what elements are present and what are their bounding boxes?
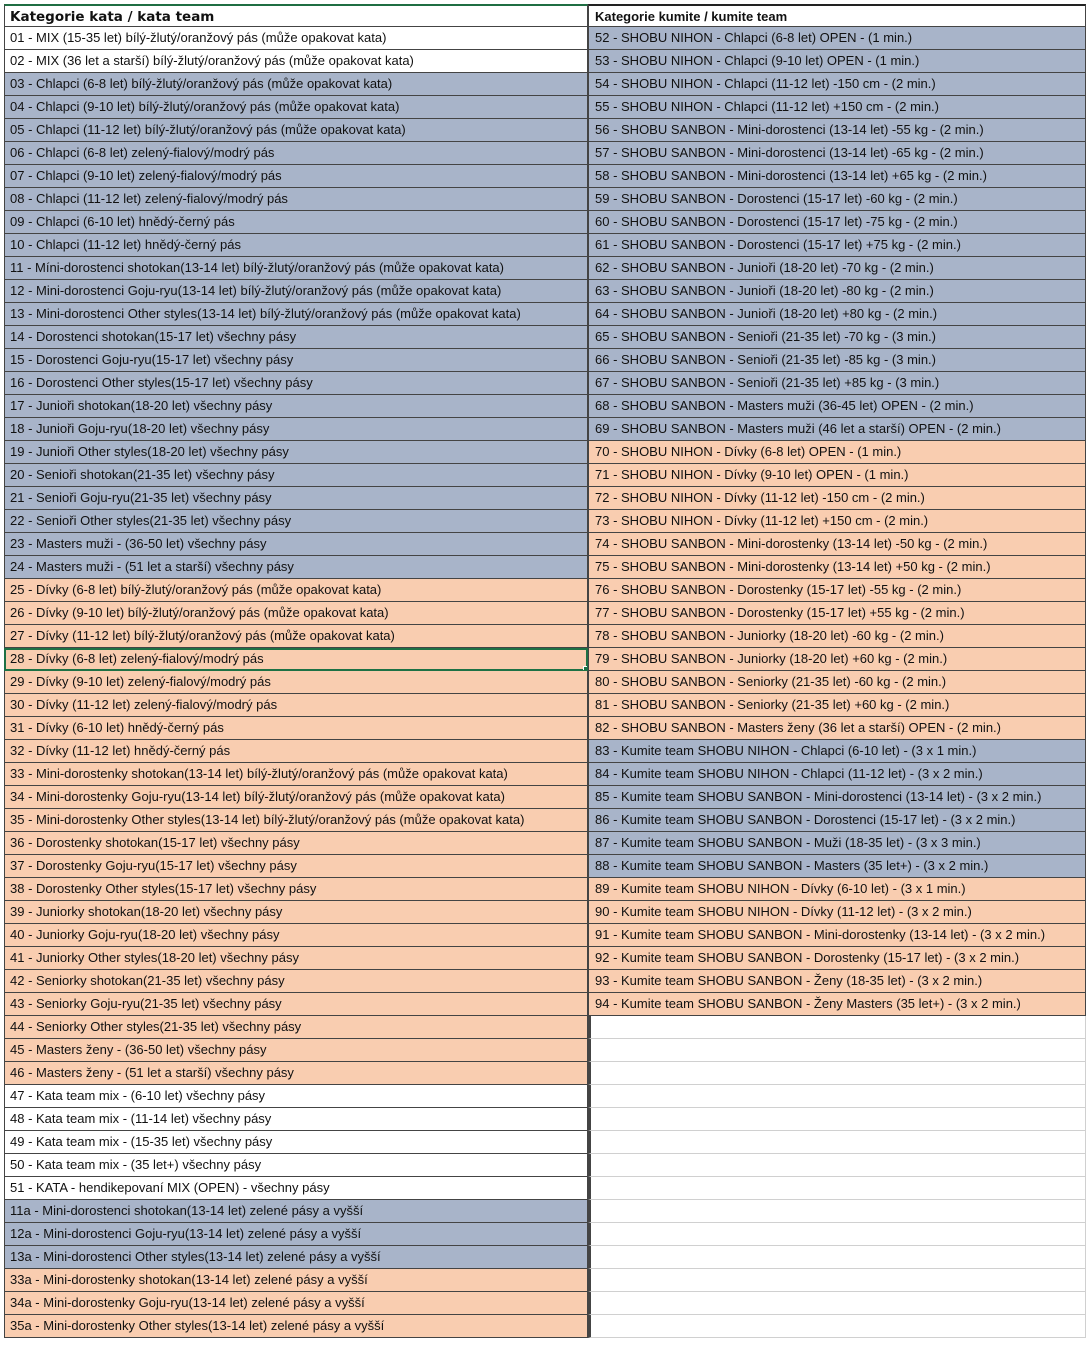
- kumite-category-cell[interactable]: 85 - Kumite team SHOBU SANBON - Mini-dorostenci (13-14 let) - (3 x 2 min.): [588, 786, 1086, 809]
- kata-category-cell[interactable]: 14 - Dorostenci shotokan(15-17 let) všechny pásy: [4, 326, 588, 349]
- empty-cell[interactable]: [588, 1177, 1086, 1200]
- kata-category-cell[interactable]: 34a - Mini-dorostenky Goju-ryu(13-14 let) zelené pásy a vyšší: [4, 1292, 588, 1315]
- kumite-category-cell[interactable]: 72 - SHOBU NIHON - Dívky (11-12 let) -150 cm - (2 min.): [588, 487, 1086, 510]
- kata-category-cell[interactable]: 43 - Seniorky Goju-ryu(21-35 let) všechny pásy: [4, 993, 588, 1016]
- kumite-category-cell[interactable]: 60 - SHOBU SANBON - Dorostenci (15-17 let) -75 kg - (2 min.): [588, 211, 1086, 234]
- kata-category-cell[interactable]: 07 - Chlapci (9-10 let) zelený-fialový/modrý pás: [4, 165, 588, 188]
- kumite-category-cell[interactable]: 92 - Kumite team SHOBU SANBON - Dorostenky (15-17 let) - (3 x 2 min.): [588, 947, 1086, 970]
- kata-category-cell[interactable]: 46 - Masters ženy - (51 let a starší) všechny pásy: [4, 1062, 588, 1085]
- kata-category-cell[interactable]: 49 - Kata team mix - (15-35 let) všechny pásy: [4, 1131, 588, 1154]
- empty-cell[interactable]: [588, 1154, 1086, 1177]
- kata-category-cell[interactable]: 10 - Chlapci (11-12 let) hnědý-černý pás: [4, 234, 588, 257]
- kumite-category-cell[interactable]: 59 - SHOBU SANBON - Dorostenci (15-17 let) -60 kg - (2 min.): [588, 188, 1086, 211]
- kumite-category-cell[interactable]: 53 - SHOBU NIHON - Chlapci (9-10 let) OPEN - (1 min.): [588, 50, 1086, 73]
- kata-category-cell[interactable]: 47 - Kata team mix - (6-10 let) všechny pásy: [4, 1085, 588, 1108]
- kata-category-cell[interactable]: 08 - Chlapci (11-12 let) zelený-fialový/modrý pás: [4, 188, 588, 211]
- kumite-category-cell[interactable]: 65 - SHOBU SANBON - Senioři (21-35 let) -70 kg - (3 min.): [588, 326, 1086, 349]
- kumite-category-cell[interactable]: 90 - Kumite team SHOBU NIHON - Dívky (11-12 let) - (3 x 2 min.): [588, 901, 1086, 924]
- kata-category-cell[interactable]: 44 - Seniorky Other styles(21-35 let) všechny pásy: [4, 1016, 588, 1039]
- empty-cell[interactable]: [588, 1200, 1086, 1223]
- kata-category-cell[interactable]: 41 - Juniorky Other styles(18-20 let) všechny pásy: [4, 947, 588, 970]
- kata-category-cell[interactable]: 27 - Dívky (11-12 let) bílý-žlutý/oranžový pás (může opakovat kata): [4, 625, 588, 648]
- empty-cell[interactable]: [588, 1269, 1086, 1292]
- kata-category-cell[interactable]: 35 - Mini-dorostenky Other styles(13-14 let) bílý-žlutý/oranžový pás (může opakovat kata): [4, 809, 588, 832]
- kumite-category-cell[interactable]: 54 - SHOBU NIHON - Chlapci (11-12 let) -150 cm - (2 min.): [588, 73, 1086, 96]
- kata-category-cell[interactable]: 01 - MIX (15-35 let) bílý-žlutý/oranžový pás (může opakovat kata): [4, 27, 588, 50]
- kumite-category-cell[interactable]: 87 - Kumite team SHOBU SANBON - Muži (18-35 let) - (3 x 3 min.): [588, 832, 1086, 855]
- kata-category-cell[interactable]: 19 - Junioři Other styles(18-20 let) všechny pásy: [4, 441, 588, 464]
- kumite-category-cell[interactable]: 81 - SHOBU SANBON - Seniorky (21-35 let) +60 kg - (2 min.): [588, 694, 1086, 717]
- kumite-category-cell[interactable]: 71 - SHOBU NIHON - Dívky (9-10 let) OPEN - (1 min.): [588, 464, 1086, 487]
- kata-category-cell[interactable]: 21 - Senioři Goju-ryu(21-35 let) všechny pásy: [4, 487, 588, 510]
- empty-cell[interactable]: [588, 1292, 1086, 1315]
- kumite-category-cell[interactable]: 66 - SHOBU SANBON - Senioři (21-35 let) -85 kg - (3 min.): [588, 349, 1086, 372]
- kata-category-cell[interactable]: 26 - Dívky (9-10 let) bílý-žlutý/oranžový pás (může opakovat kata): [4, 602, 588, 625]
- kumite-category-cell[interactable]: 75 - SHOBU SANBON - Mini-dorostenky (13-14 let) +50 kg - (2 min.): [588, 556, 1086, 579]
- kumite-category-cell[interactable]: 70 - SHOBU NIHON - Dívky (6-8 let) OPEN - (1 min.): [588, 441, 1086, 464]
- kumite-category-cell[interactable]: 91 - Kumite team SHOBU SANBON - Mini-dorostenky (13-14 let) - (3 x 2 min.): [588, 924, 1086, 947]
- kumite-category-cell[interactable]: 61 - SHOBU SANBON - Dorostenci (15-17 let) +75 kg - (2 min.): [588, 234, 1086, 257]
- kumite-category-cell[interactable]: 68 - SHOBU SANBON - Masters muži (36-45 let) OPEN - (2 min.): [588, 395, 1086, 418]
- kata-category-cell[interactable]: 35a - Mini-dorostenky Other styles(13-14 let) zelené pásy a vyšší: [4, 1315, 588, 1338]
- empty-cell[interactable]: [588, 1085, 1086, 1108]
- kata-column-header[interactable]: Kategorie kata / kata team: [4, 4, 588, 27]
- kata-category-cell[interactable]: 45 - Masters ženy - (36-50 let) všechny pásy: [4, 1039, 588, 1062]
- empty-cell[interactable]: [588, 1039, 1086, 1062]
- kumite-category-cell[interactable]: 77 - SHOBU SANBON - Dorostenky (15-17 let) +55 kg - (2 min.): [588, 602, 1086, 625]
- kumite-category-list: [588, 27, 1086, 1338]
- kumite-category-cell[interactable]: 82 - SHOBU SANBON - Masters ženy (36 let a starší) OPEN - (2 min.): [588, 717, 1086, 740]
- kata-category-cell[interactable]: 13a - Mini-dorostenci Other styles(13-14 let) zelené pásy a vyšší: [4, 1246, 588, 1269]
- kumite-category-cell[interactable]: 56 - SHOBU SANBON - Mini-dorostenci (13-14 let) -55 kg - (2 min.): [588, 119, 1086, 142]
- kumite-category-cell[interactable]: 93 - Kumite team SHOBU SANBON - Ženy (18-35 let) - (3 x 2 min.): [588, 970, 1086, 993]
- kumite-category-cell[interactable]: 67 - SHOBU SANBON - Senioři (21-35 let) +85 kg - (3 min.): [588, 372, 1086, 395]
- kumite-category-cell[interactable]: 69 - SHOBU SANBON - Masters muži (46 let a starší) OPEN - (2 min.): [588, 418, 1086, 441]
- empty-cell[interactable]: [588, 1016, 1086, 1039]
- empty-cell[interactable]: [588, 1315, 1086, 1338]
- kumite-category-cell[interactable]: 88 - Kumite team SHOBU SANBON - Masters (35 let+) - (3 x 2 min.): [588, 855, 1086, 878]
- kata-category-cell[interactable]: 02 - MIX (36 let a starší) bílý-žlutý/oranžový pás (může opakovat kata): [4, 50, 588, 73]
- kata-category-cell[interactable]: 03 - Chlapci (6-8 let) bílý-žlutý/oranžový pás (může opakovat kata): [4, 73, 588, 96]
- kumite-category-cell[interactable]: 84 - Kumite team SHOBU NIHON - Chlapci (11-12 let) - (3 x 2 min.): [588, 763, 1086, 786]
- empty-cell[interactable]: [588, 1108, 1086, 1131]
- kata-category-cell[interactable]: 09 - Chlapci (6-10 let) hnědý-černý pás: [4, 211, 588, 234]
- kumite-category-cell[interactable]: 79 - SHOBU SANBON - Juniorky (18-20 let) +60 kg - (2 min.): [588, 648, 1086, 671]
- kumite-category-column: [588, 4, 1086, 1338]
- kata-category-cell[interactable]: 17 - Junioři shotokan(18-20 let) všechny pásy: [4, 395, 588, 418]
- kata-category-cell[interactable]: 32 - Dívky (11-12 let) hnědý-černý pás: [4, 740, 588, 763]
- kata-category-cell[interactable]: 24 - Masters muži - (51 let a starší) všechny pásy: [4, 556, 588, 579]
- kumite-category-cell[interactable]: 63 - SHOBU SANBON - Junioři (18-20 let) -80 kg - (2 min.): [588, 280, 1086, 303]
- kata-category-cell[interactable]: 37 - Dorostenky Goju-ryu(15-17 let) všechny pásy: [4, 855, 588, 878]
- kata-category-cell[interactable]: 18 - Junioři Goju-ryu(18-20 let) všechny pásy: [4, 418, 588, 441]
- kata-category-cell[interactable]: 36 - Dorostenky shotokan(15-17 let) všechny pásy: [4, 832, 588, 855]
- kata-category-cell[interactable]: 11a - Mini-dorostenci shotokan(13-14 let) zelené pásy a vyšší: [4, 1200, 588, 1223]
- kata-category-cell[interactable]: 22 - Senioři Other styles(21-35 let) všechny pásy: [4, 510, 588, 533]
- kata-category-cell[interactable]: 38 - Dorostenky Other styles(15-17 let) všechny pásy: [4, 878, 588, 901]
- kata-category-cell[interactable]: 30 - Dívky (11-12 let) zelený-fialový/modrý pás: [4, 694, 588, 717]
- kata-category-cell[interactable]: 16 - Dorostenci Other styles(15-17 let) všechny pásy: [4, 372, 588, 395]
- empty-cell[interactable]: [588, 1223, 1086, 1246]
- kata-category-cell[interactable]: 12 - Mini-dorostenci Goju-ryu(13-14 let) bílý-žlutý/oranžový pás (může opakovat kata): [4, 280, 588, 303]
- kumite-category-cell[interactable]: 52 - SHOBU NIHON - Chlapci (6-8 let) OPEN - (1 min.): [588, 27, 1086, 50]
- empty-cell[interactable]: [588, 1062, 1086, 1085]
- kata-category-cell[interactable]: 15 - Dorostenci Goju-ryu(15-17 let) všechny pásy: [4, 349, 588, 372]
- kumite-category-cell[interactable]: 80 - SHOBU SANBON - Seniorky (21-35 let) -60 kg - (2 min.): [588, 671, 1086, 694]
- kumite-category-cell[interactable]: 78 - SHOBU SANBON - Juniorky (18-20 let) -60 kg - (2 min.): [588, 625, 1086, 648]
- kumite-category-cell[interactable]: 64 - SHOBU SANBON - Junioři (18-20 let) +80 kg - (2 min.): [588, 303, 1086, 326]
- kata-category-cell[interactable]: 04 - Chlapci (9-10 let) bílý-žlutý/oranžový pás (může opakovat kata): [4, 96, 588, 119]
- kumite-category-cell[interactable]: 74 - SHOBU SANBON - Mini-dorostenky (13-14 let) -50 kg - (2 min.): [588, 533, 1086, 556]
- kata-category-cell[interactable]: 06 - Chlapci (6-8 let) zelený-fialový/modrý pás: [4, 142, 588, 165]
- kumite-category-cell[interactable]: 83 - Kumite team SHOBU NIHON - Chlapci (6-10 let) - (3 x 1 min.): [588, 740, 1086, 763]
- kata-category-list: [4, 27, 588, 1338]
- kata-category-cell[interactable]: 29 - Dívky (9-10 let) zelený-fialový/modrý pás: [4, 671, 588, 694]
- kata-category-cell[interactable]: 33a - Mini-dorostenky shotokan(13-14 let) zelené pásy a vyšší: [4, 1269, 588, 1292]
- kata-category-cell[interactable]: 31 - Dívky (6-10 let) hnědý-černý pás: [4, 717, 588, 740]
- kata-category-cell[interactable]: 05 - Chlapci (11-12 let) bílý-žlutý/oranžový pás (může opakovat kata): [4, 119, 588, 142]
- kata-category-cell[interactable]: 40 - Juniorky Goju-ryu(18-20 let) všechny pásy: [4, 924, 588, 947]
- kumite-category-cell[interactable]: 94 - Kumite team SHOBU SANBON - Ženy Masters (35 let+) - (3 x 2 min.): [588, 993, 1086, 1016]
- kata-category-cell[interactable]: 13 - Mini-dorostenci Other styles(13-14 let) bílý-žlutý/oranžový pás (může opakovat kata): [4, 303, 588, 326]
- kumite-category-cell[interactable]: 55 - SHOBU NIHON - Chlapci (11-12 let) +150 cm - (2 min.): [588, 96, 1086, 119]
- kumite-category-cell[interactable]: 76 - SHOBU SANBON - Dorostenky (15-17 let) -55 kg - (2 min.): [588, 579, 1086, 602]
- kata-category-cell[interactable]: 48 - Kata team mix - (11-14 let) všechny pásy: [4, 1108, 588, 1131]
- kumite-category-cell[interactable]: 86 - Kumite team SHOBU SANBON - Dorostenci (15-17 let) - (3 x 2 min.): [588, 809, 1086, 832]
- kata-category-cell[interactable]: 50 - Kata team mix - (35 let+) všechny pásy: [4, 1154, 588, 1177]
- kata-category-cell[interactable]: 51 - KATA - hendikepovaní MIX (OPEN) - všechny pásy: [4, 1177, 588, 1200]
- kumite-category-cell[interactable]: 89 - Kumite team SHOBU NIHON - Dívky (6-10 let) - (3 x 1 min.): [588, 878, 1086, 901]
- kata-category-cell[interactable]: 42 - Seniorky shotokan(21-35 let) všechny pásy: [4, 970, 588, 993]
- kata-category-column: [4, 4, 588, 1338]
- kumite-category-cell[interactable]: 57 - SHOBU SANBON - Mini-dorostenci (13-14 let) -65 kg - (2 min.): [588, 142, 1086, 165]
- empty-cell[interactable]: [588, 1246, 1086, 1269]
- kumite-category-cell[interactable]: 73 - SHOBU NIHON - Dívky (11-12 let) +150 cm - (2 min.): [588, 510, 1086, 533]
- empty-cell[interactable]: [588, 1131, 1086, 1154]
- kata-category-cell[interactable]: 11 - Míni-dorostenci shotokan(13-14 let) bílý-žlutý/oranžový pás (může opakovat kata): [4, 257, 588, 280]
- kata-category-cell[interactable]: 20 - Senioři shotokan(21-35 let) všechny pásy: [4, 464, 588, 487]
- kumite-category-cell[interactable]: 58 - SHOBU SANBON - Mini-dorostenci (13-14 let) +65 kg - (2 min.): [588, 165, 1086, 188]
- kumite-column-header[interactable]: Kategorie kumite / kumite team: [588, 4, 1086, 27]
- kata-category-cell[interactable]: 25 - Dívky (6-8 let) bílý-žlutý/oranžový pás (může opakovat kata): [4, 579, 588, 602]
- kata-category-cell[interactable]: 28 - Dívky (6-8 let) zelený-fialový/modrý pás: [4, 648, 588, 671]
- kata-category-cell[interactable]: 33 - Mini-dorostenky shotokan(13-14 let) bílý-žlutý/oranžový pás (může opakovat kata): [4, 763, 588, 786]
- kata-category-cell[interactable]: 12a - Mini-dorostenci Goju-ryu(13-14 let) zelené pásy a vyšší: [4, 1223, 588, 1246]
- kumite-category-cell[interactable]: 62 - SHOBU SANBON - Junioři (18-20 let) -70 kg - (2 min.): [588, 257, 1086, 280]
- kata-category-cell[interactable]: 23 - Masters muži - (36-50 let) všechny pásy: [4, 533, 588, 556]
- kata-category-cell[interactable]: 34 - Mini-dorostenky Goju-ryu(13-14 let) bílý-žlutý/oranžový pás (může opakovat kata): [4, 786, 588, 809]
- kata-category-cell[interactable]: 39 - Juniorky shotokan(18-20 let) všechny pásy: [4, 901, 588, 924]
